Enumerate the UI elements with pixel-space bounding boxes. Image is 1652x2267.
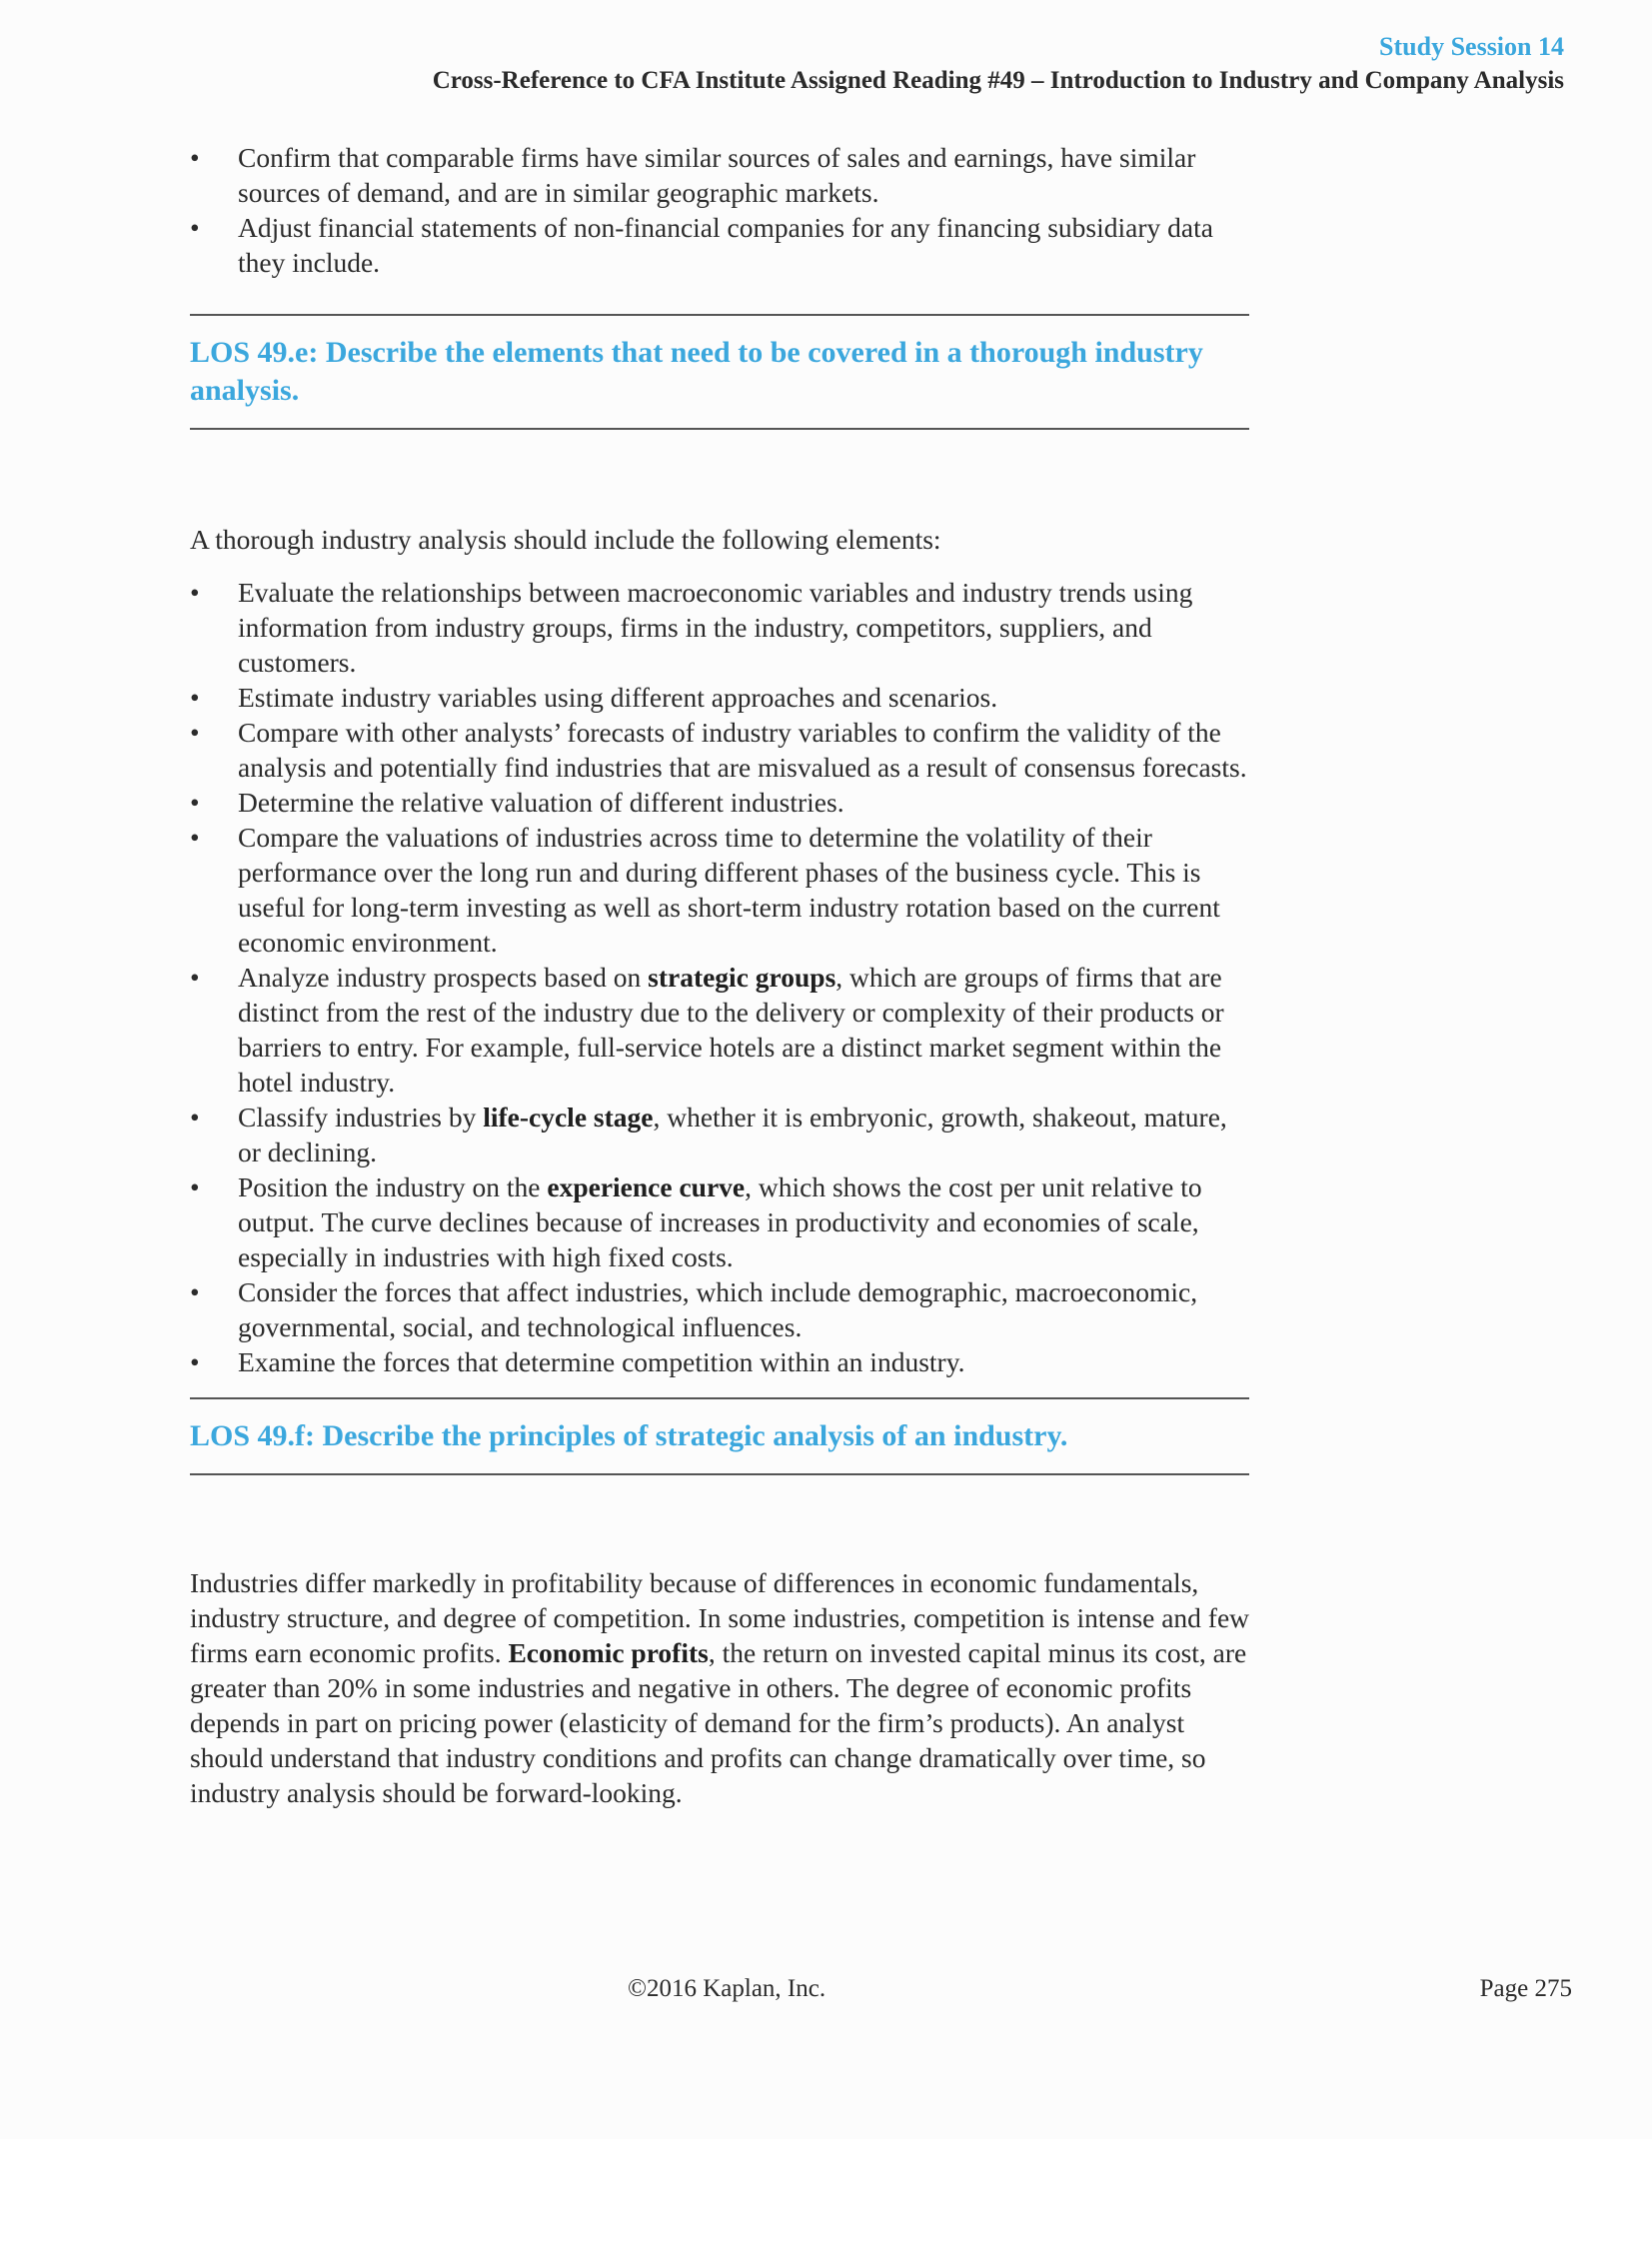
bullet-icon: • bbox=[190, 577, 200, 608]
term-life-cycle-stage: life-cycle stage bbox=[483, 1102, 654, 1133]
term-experience-curve: experience curve bbox=[547, 1171, 746, 1202]
bullet-icon: • bbox=[190, 1102, 200, 1133]
los-49e-box bbox=[190, 314, 1249, 430]
bullet-icon: • bbox=[190, 1346, 200, 1377]
list-item: • Compare with other analysts’ forecasts of industry variables to confirm the validity of the analysis and potentially find industries that are misvalued as a result of consensus forecasts. bbox=[190, 717, 1247, 783]
cross-reference-line: Cross-Reference to CFA Institute Assigned Reading #49 – Introduction to Industry and Company Analysis bbox=[432, 67, 1564, 94]
bullet-icon: • bbox=[190, 212, 200, 243]
list-item: • Determine the relative valuation of different industries. bbox=[190, 787, 844, 818]
list-item: • Classify industries by life-cycle stage, whether it is embryonic, growth, shakeout, mature, or declining. bbox=[190, 1102, 1227, 1167]
los-49e-heading: LOS 49.e: Describe the elements that need to be covered in a thorough industry analysis. bbox=[190, 336, 1203, 407]
bullet-icon: • bbox=[190, 1276, 200, 1307]
los-49f-heading: LOS 49.f: Describe the principles of strategic analysis of an industry. bbox=[190, 1419, 1068, 1452]
list-item: • Confirm that comparable firms have similar sources of sales and earnings, have similar sources of demand, and are in similar geographic markets. bbox=[190, 142, 1196, 208]
list-item: • Position the industry on the experience curve, which shows the cost per unit relative to output. The curve declines because of increases in productivity and economies of scale, especially in industries with high fixed costs. bbox=[190, 1171, 1202, 1272]
bullet-icon: • bbox=[190, 717, 200, 748]
copyright-notice: ©2016 Kaplan, Inc. bbox=[628, 1975, 826, 2002]
los-49f-box bbox=[190, 1397, 1249, 1475]
strategic-analysis-paragraph: Industries differ markedly in profitability because of differences in economic fundamentals, industry structure, and degree of competition. In some industries, competition is intense and few firms earn economic profits. Economic profits, the return on invested capital minus its cost, are greater than 20% in some industries and negative in others. The degree of economic profits depends in part on pricing power (elasticity of demand for the firm’s products). An analyst should understand that industry conditions and profits can change dramatically over time, so industry analysis should be forward-looking. bbox=[190, 1567, 1250, 1808]
term-strategic-groups: strategic groups bbox=[648, 962, 836, 993]
top-bullet-list bbox=[190, 140, 1254, 280]
intro-paragraph: A thorough industry analysis should include the following elements: bbox=[190, 524, 941, 555]
bullet-icon: • bbox=[190, 787, 200, 818]
study-session-label: Study Session 14 bbox=[1379, 32, 1564, 61]
list-item: • Compare the valuations of industries across time to determine the volatility of their performance over the long run and during different phases of the business cycle. This is useful for long-term investing as well as short-term industry rotation based on the current economic environment. bbox=[190, 822, 1220, 958]
term-economic-profits: Economic profits bbox=[508, 1637, 709, 1668]
bullet-icon: • bbox=[190, 1171, 200, 1202]
list-item: • Adjust financial statements of non-financial companies for any financing subsidiary data they include. bbox=[190, 212, 1213, 278]
list-item: • Evaluate the relationships between macroeconomic variables and industry trends using information from industry groups, firms in the industry, competitors, suppliers, and customers. bbox=[190, 577, 1193, 678]
bullet-icon: • bbox=[190, 962, 200, 993]
bullet-icon: • bbox=[190, 682, 200, 713]
running-header bbox=[433, 30, 1564, 98]
list-item: • Analyze industry prospects based on strategic groups, which are groups of firms that are distinct from the rest of the industry due to the delivery or complexity of their products or barriers to entry. For example, full-service hotels are a distinct market segment within the hotel industry. bbox=[190, 962, 1224, 1098]
bullet-icon: • bbox=[190, 142, 200, 173]
list-item: • Consider the forces that affect industries, which include demographic, macroeconomic, governmental, social, and technological influences. bbox=[190, 1276, 1198, 1342]
bullet-icon: • bbox=[190, 822, 200, 853]
page-content bbox=[190, 140, 1254, 1810]
list-item: • Estimate industry variables using different approaches and scenarios. bbox=[190, 682, 998, 713]
list-item: • Examine the forces that determine competition within an industry. bbox=[190, 1346, 965, 1377]
elements-bullet-list bbox=[190, 575, 1254, 1379]
page-number: Page 275 bbox=[1479, 1975, 1572, 2002]
